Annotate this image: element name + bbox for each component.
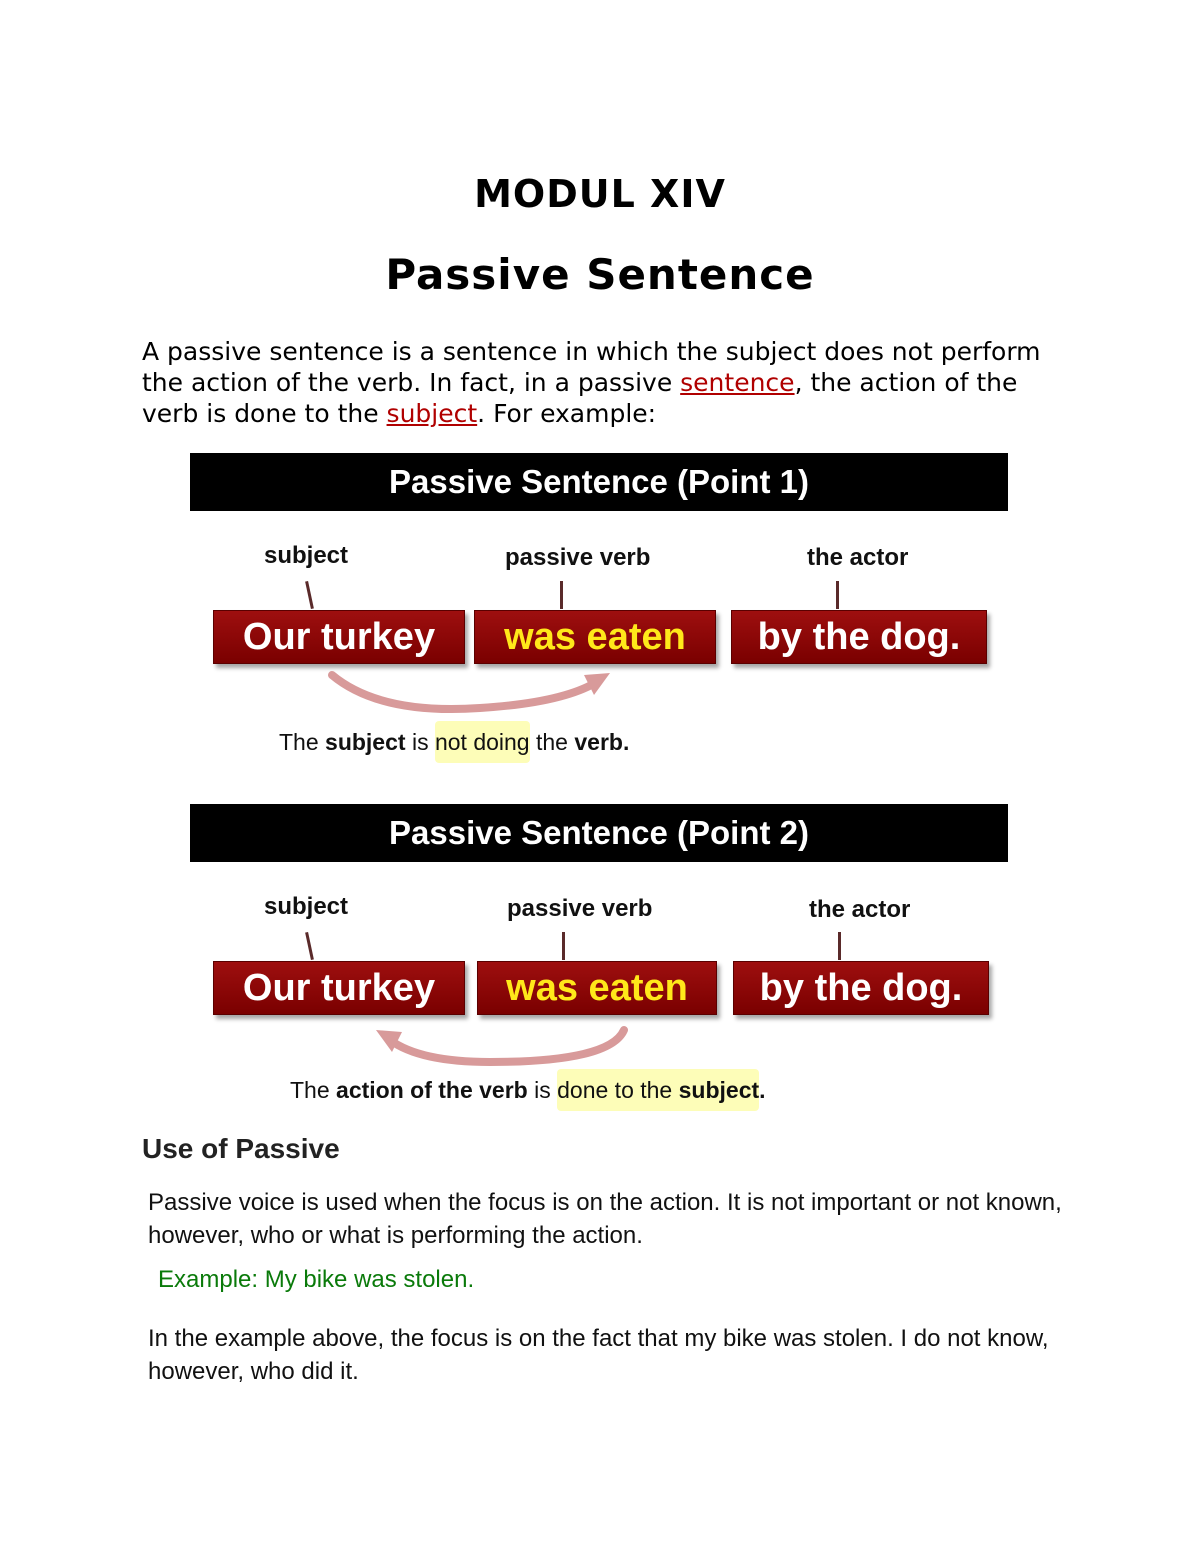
- intro-text-3: . For example:: [477, 399, 657, 428]
- note-text: the: [529, 729, 575, 755]
- use-paragraph-1: Passive voice is used when the focus is on the action. It is not important or not known, however, who or what is performing the action.: [148, 1189, 1062, 1249]
- box-subject: Our turkey: [213, 610, 465, 664]
- diagram-point-2: [190, 804, 1010, 1134]
- label-passive-verb: passive verb: [505, 544, 651, 571]
- diagram-title: Passive Sentence (Point 1): [190, 453, 1008, 511]
- note-highlight-text: done to the: [557, 1077, 679, 1103]
- subject-link[interactable]: subject: [386, 399, 478, 428]
- note-text: The: [279, 729, 326, 755]
- diagram-point-1: [190, 453, 1010, 783]
- diagram-note: [290, 1077, 766, 1104]
- note-text: The: [290, 1077, 337, 1103]
- label-actor: the actor: [809, 896, 911, 923]
- diagram-note: [279, 729, 629, 756]
- module-number: MODUL XIV: [474, 172, 726, 216]
- sentence-link[interactable]: sentence: [680, 368, 795, 397]
- intro-paragraph: [142, 336, 1042, 429]
- example-text: Example: My bike was stolen.: [158, 1266, 475, 1293]
- box-passive-verb: was eaten: [477, 961, 717, 1015]
- section-heading: Use of Passive: [142, 1133, 340, 1164]
- intro-text-1: A passive sentence is a sentence in which the subject does not perform the action of the verb. In fact, in a passive: [142, 337, 1041, 397]
- note-bold-subject: subject: [678, 1077, 760, 1103]
- note-highlight: [557, 1069, 759, 1111]
- box-passive-verb: was eaten: [474, 610, 716, 664]
- box-actor: by the dog.: [731, 610, 987, 664]
- label-passive-verb: passive verb: [507, 895, 653, 922]
- note-text: .: [759, 1077, 766, 1103]
- page-title: Passive Sentence: [385, 250, 815, 299]
- label-subject: subject: [264, 542, 349, 569]
- label-actor: the actor: [807, 544, 909, 571]
- box-subject: Our turkey: [213, 961, 465, 1015]
- note-bold-subject: subject: [325, 729, 406, 755]
- box-actor: by the dog.: [733, 961, 989, 1015]
- note-text: is: [527, 1077, 558, 1103]
- label-subject: subject: [264, 893, 349, 920]
- use-paragraph-2: In the example above, the focus is on the fact that my bike was stolen. I do not know, however, who did it.: [148, 1325, 1049, 1385]
- note-bold-action: action of the verb: [336, 1077, 528, 1103]
- diagram-title: Passive Sentence (Point 2): [190, 804, 1008, 862]
- note-highlight: not doing: [435, 721, 530, 763]
- intro-text-2: , the action of the verb is done to the: [142, 368, 1018, 428]
- note-text: is: [405, 729, 435, 755]
- note-bold-verb: verb.: [574, 729, 630, 755]
